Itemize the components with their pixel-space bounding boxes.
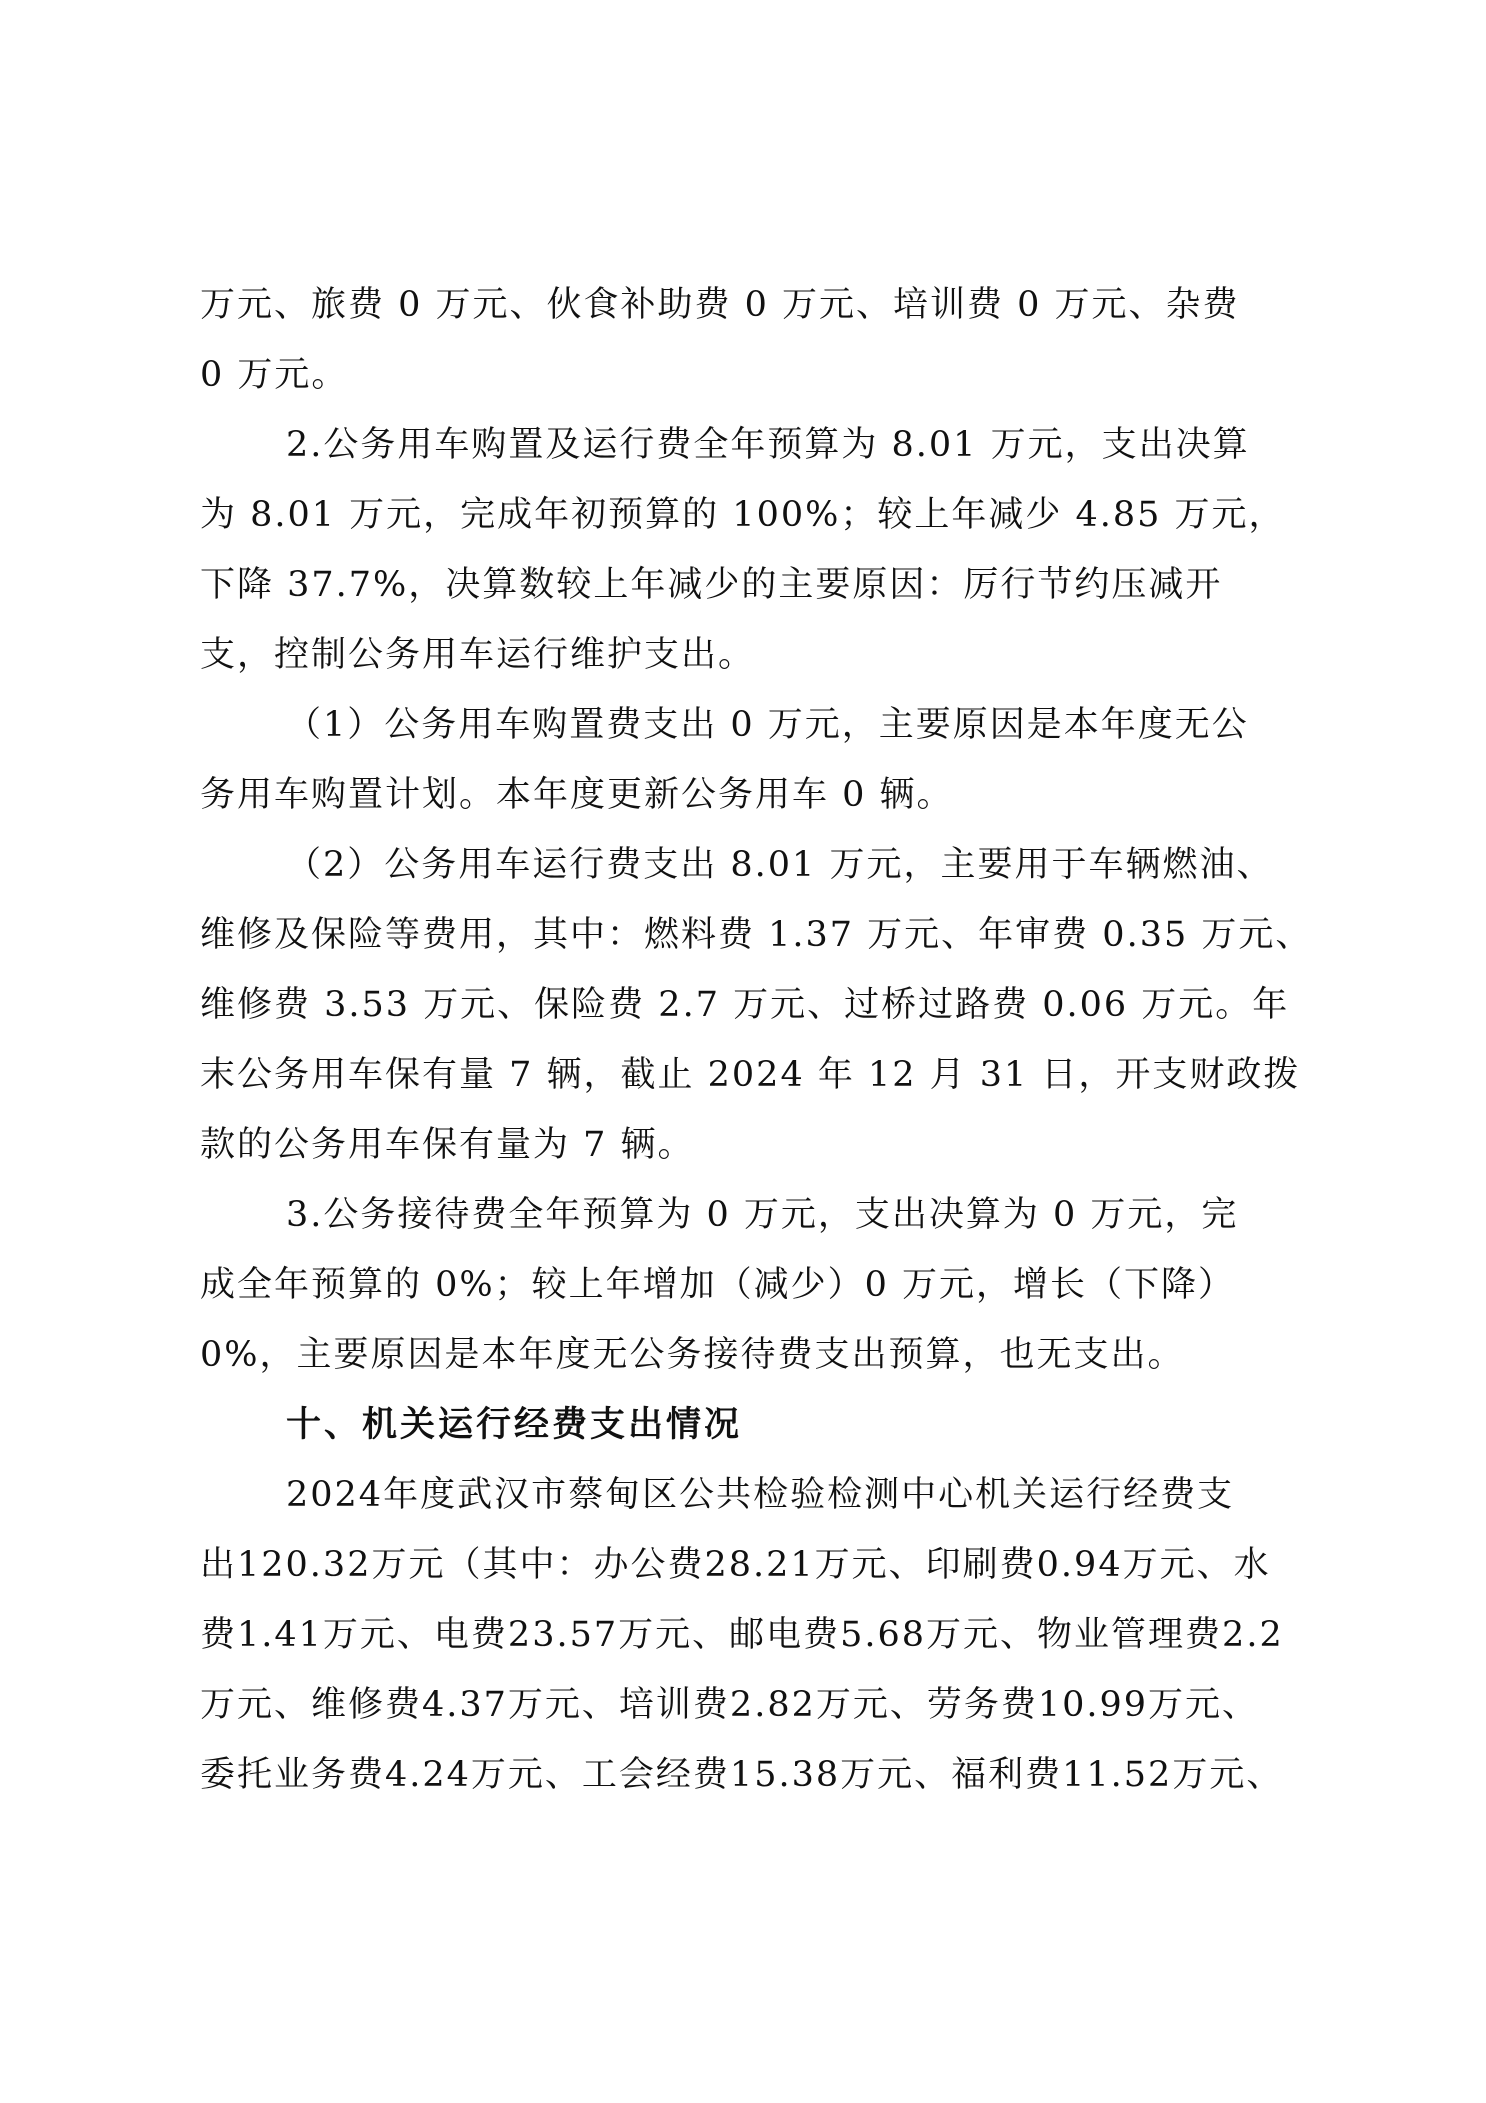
paragraph-first-line: 2024年度武汉市蔡甸区公共检验检测中心机关运行经费支 [286,1475,1235,1515]
body-text-line: 0 万元。 [200,355,349,395]
body-text-line: 款的公务用车保有量为 7 辆。 [200,1125,695,1165]
body-text-line: 出120.32万元（其中：办公费28.21万元、印刷费0.94万元、水 [200,1545,1271,1585]
paragraph-first-line: 3.公务接待费全年预算为 0 万元，支出决算为 0 万元，完 [286,1195,1239,1235]
body-text-line: 成全年预算的 0%；较上年增加（减少）0 万元，增长（下降） [200,1265,1236,1305]
body-text-line: 0%，主要原因是本年度无公务接待费支出预算，也无支出。 [200,1335,1185,1375]
body-text-line: 末公务用车保有量 7 辆，截止 2024 年 12 月 31 日，开支财政拨 [200,1055,1301,1095]
paragraph-first-line: （2）公务用车运行费支出 8.01 万元，主要用于车辆燃油、 [286,845,1274,885]
body-text-line: 万元、旅费 0 万元、伙食补助费 0 万元、培训费 0 万元、杂费 [200,285,1240,325]
paragraph-first-line: 2.公务用车购置及运行费全年预算为 8.01 万元，支出决算 [286,425,1250,465]
document-body [200,270,1313,1810]
body-text-line: 万元、维修费4.37万元、培训费2.82万元、劳务费10.99万元、 [200,1685,1260,1725]
body-text-line: 下降 37.7%，决算数较上年减少的主要原因：厉行节约压减开 [200,565,1223,605]
body-text-line: 委托业务费4.24万元、工会经费15.38万元、福利费11.52万元、 [200,1755,1284,1795]
body-text-line: 费1.41万元、电费23.57万元、邮电费5.68万元、物业管理费2.2 [200,1615,1284,1655]
body-text-line: 为 8.01 万元，完成年初预算的 100%；较上年减少 4.85 万元， [200,495,1286,535]
body-text-line: 务用车购置计划。本年度更新公务用车 0 辆。 [200,775,954,815]
body-text-line: 维修费 3.53 万元、保险费 2.7 万元、过桥过路费 0.06 万元。年 [200,985,1290,1025]
body-text-line: 支，控制公务用车运行维护支出。 [200,635,756,675]
paragraph-first-line: （1）公务用车购置费支出 0 万元，主要原因是本年度无公 [286,705,1249,745]
body-text-line: 维修及保险等费用，其中：燃料费 1.37 万元、年审费 0.35 万元、 [200,915,1313,955]
section-heading: 十、机关运行经费支出情况 [286,1405,743,1445]
